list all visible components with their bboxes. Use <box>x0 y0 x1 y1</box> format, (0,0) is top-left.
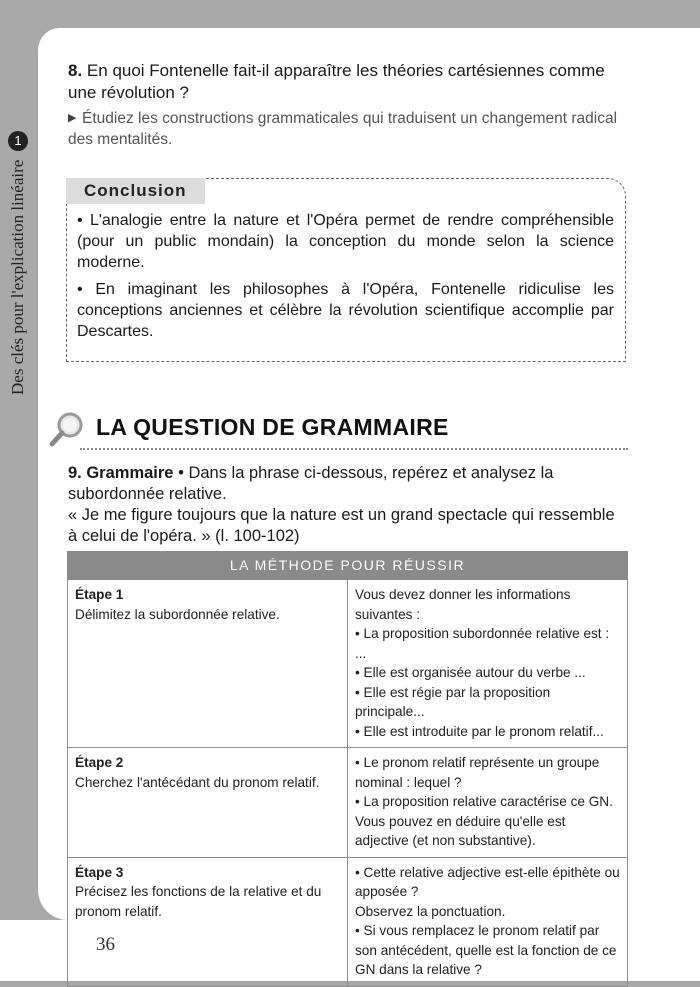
section-divider <box>80 448 628 450</box>
info-line: • Si vous remplacez le pronom relatif par son antécédent, quelle est la fonction de ce GN dans la relative ? <box>355 923 617 977</box>
triangle-right-icon: ▶ <box>68 112 77 124</box>
step-info-cell <box>348 857 628 986</box>
step-info-cell <box>348 748 628 858</box>
step-description: Précisez les fonctions de la relative et du pronom relatif. <box>75 884 322 919</box>
info-line: • Elle est introduite par le pronom relatif... <box>355 723 604 739</box>
page-number: 36 <box>96 934 115 955</box>
info-line: • Elle est organisée autour du verbe ... <box>355 665 586 680</box>
step-title: Étape 1 <box>75 587 124 602</box>
info-line: • Le pronom relatif représente un groupe nominal : lequel ? <box>355 755 600 790</box>
section-title: LA QUESTION DE GRAMMAIRE <box>96 414 449 440</box>
question-8 <box>68 60 628 104</box>
conclusion-item: • En imaginant les philosophes à l'Opéra, Fontenelle ridiculise les conceptions anciennes et célèbre la révolution scientifique accomplie par Descartes. <box>77 281 614 340</box>
info-line: • La proposition relative caractérise ce GN. Vous pouvez en déduire qu'elle est adjective (et non substantive). <box>355 794 613 848</box>
step-info-cell <box>348 580 628 748</box>
chapter-number-badge: 1 <box>8 131 28 151</box>
method-header: LA MÉTHODE POUR RÉUSSIR <box>68 552 628 580</box>
conclusion-item: • L'analogie entre la nature et l'Opéra permet de rendre compréhensible (pour un public mondain) la conception du monde selon la science moderne. <box>77 212 614 271</box>
step-title: Étape 2 <box>75 755 124 770</box>
method-header-row <box>68 552 628 580</box>
info-line: • Cette relative adjective est-elle épithète ou apposée ? <box>355 864 620 899</box>
question-8-hint <box>68 108 628 150</box>
question-8-text: En quoi Fontenelle fait-il apparaître les théories cartésiennes comme une révolution ? <box>68 61 605 102</box>
question-9 <box>68 463 628 547</box>
magnifier-icon <box>48 410 86 448</box>
question-8-hint-text: Étudiez les constructions grammaticales qui traduisent un changement radical des mentalités. <box>68 110 618 148</box>
step-cell <box>68 748 348 858</box>
step-cell <box>68 857 348 986</box>
step-title: Étape 3 <box>75 864 124 880</box>
sidebar-chapter-title <box>8 35 28 395</box>
table-row <box>68 580 628 748</box>
question-8-number: 8. <box>68 61 83 80</box>
method-table <box>67 551 628 987</box>
step-description: Cherchez l'antécédant du pronom relatif. <box>75 774 320 790</box>
question-9-text: • Dans la phrase ci-dessous, repérez et analysez la subordonnée relative. <box>68 464 554 503</box>
step-description: Délimitez la subordonnée relative. <box>75 606 280 622</box>
conclusion-body <box>77 210 614 348</box>
info-line: Vous devez donner les informations suivantes : <box>355 587 571 622</box>
info-line: • La proposition subordonnée relative est : ... <box>355 626 610 661</box>
table-row <box>68 857 628 986</box>
question-9-label: 9. Grammaire <box>68 464 174 482</box>
info-line: • Elle est régie par la proposition principale... <box>355 684 551 719</box>
question-9-quote: « Je me figure toujours que la nature est un grand spectacle qui ressemble à celui de l'opéra. » (l. 100-102) <box>68 506 615 545</box>
conclusion-title: Conclusion <box>66 178 205 204</box>
table-row <box>68 748 628 858</box>
sidebar-title-text: Des clés pour l'explication linéaire <box>8 159 27 395</box>
info-line: Observez la ponctuation. <box>355 903 506 919</box>
step-cell <box>68 580 348 748</box>
